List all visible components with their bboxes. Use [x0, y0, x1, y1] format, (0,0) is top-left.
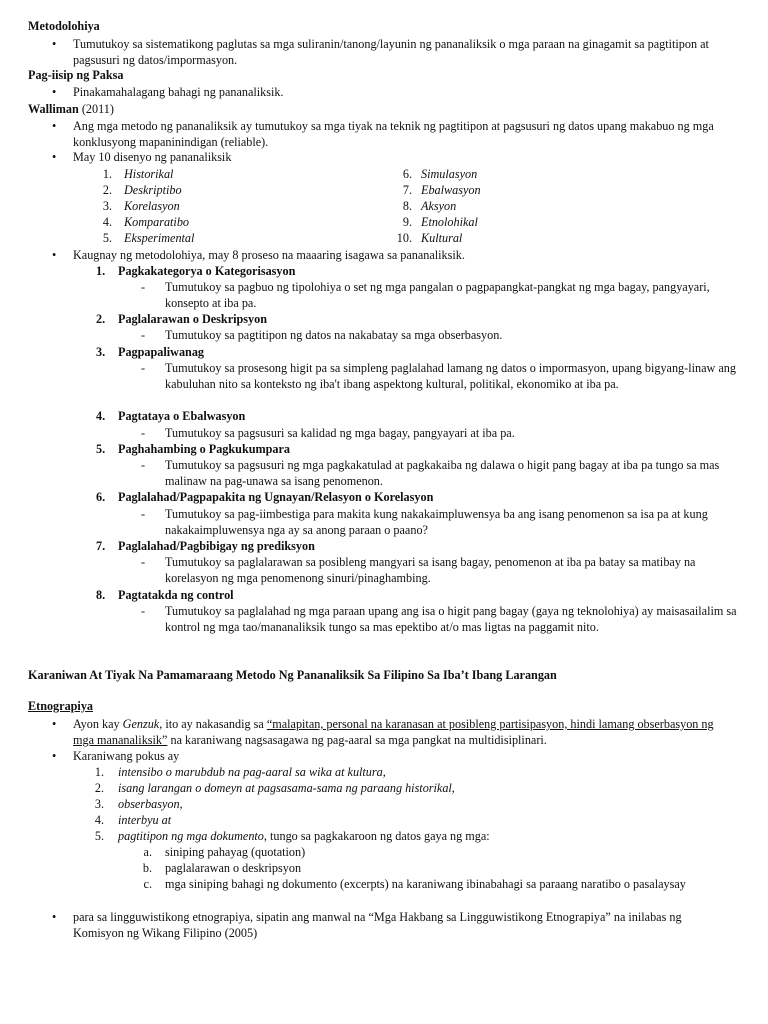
design-number: 5. — [102, 231, 112, 245]
walliman-disenyo-intro: May 10 disenyo ng pananaliksik — [73, 150, 232, 164]
dash-icon: - — [141, 280, 146, 294]
walliman-year: (2011) — [78, 102, 114, 116]
sub-letter: b. — [142, 861, 152, 875]
design-item: Ebalwasyon — [421, 183, 481, 197]
metodolohiya-definition: Tumutukoy sa sistematikong paglutas sa mga suliranin/tanong/layunin ng pananaliksik o mga paraan na ginagamit sa pagtitipon at pagsusuri ng datos/impormasyon. — [73, 37, 709, 67]
genzuk-quote: “malapitan, personal na karanasan at posibleng partisipasyon, hindi lamang obserbasyon ng mga mananaliksik” — [73, 717, 714, 747]
dash-icon: - — [141, 604, 146, 618]
proseso-desc: Tumutukoy sa pagsusuri sa kalidad ng mga bagay, pangyayari at iba pa. — [165, 426, 515, 440]
pokus-intro: Karaniwang pokus ay — [73, 749, 180, 763]
heading-walliman — [28, 101, 114, 117]
dokumento-rest: , tungo sa pagkakaroon ng datos gaya ng mga: — [263, 829, 490, 843]
focus-item: interbyu at — [118, 813, 172, 827]
design-item: Aksyon — [421, 199, 457, 213]
proseso-desc: Tumutukoy sa pagtitipon ng datos na nakabatay sa mga obserbasyon. — [165, 328, 503, 342]
bullet-icon: • — [52, 910, 57, 924]
dash-icon: - — [141, 458, 146, 472]
lingguwistiko-text: para sa lingguwistikong etnograpiya, sipatin ang manwal na “Mga Hakbang sa Lingguwistikong Etnograpiya” na inilabas ng Komisyon ng Wikang Filipino (2005) — [73, 910, 682, 940]
focus-item: isang larangan o domeyn at pagsasama-sama ng paraang historikal, — [118, 781, 455, 795]
bullet-icon: • — [52, 717, 57, 731]
focus-number: 2. — [94, 781, 104, 795]
proseso-desc: Tumutukoy sa prosesong higit pa sa simpleng paglalahad lamang ng datos o impormasyon, upang bigyang-linaw ang kabuluhan nito sa konteksto ng iba't ibang aspektong kultural, politikal, ekonomiko at iba pa. — [165, 361, 736, 391]
pagiisip-definition: Pinakamahalagang bahagi ng pananaliksik. — [73, 85, 284, 99]
dash-icon: - — [141, 361, 146, 375]
design-number: 7. — [402, 183, 412, 197]
bullet-icon: • — [52, 85, 57, 99]
proseso-title: Pagpapaliwanag — [118, 345, 205, 359]
genzuk-author: Genzuk — [122, 717, 160, 731]
heading-etnograpiya: Etnograpiya — [28, 699, 94, 713]
design-item: Deskriptibo — [124, 183, 182, 197]
etnograpiya-genzuk-text — [73, 716, 733, 748]
proseso-title: Pagkakategorya o Kategorisasyon — [118, 264, 296, 278]
heading-metodolohiya: Metodolohiya — [28, 19, 100, 33]
heading-pagiisip: Pag-iisip ng Paksa — [28, 68, 124, 82]
dash-icon: - — [141, 507, 146, 521]
proseso-number: 6. — [96, 490, 106, 504]
proseso-desc: Tumutukoy sa pag-iimbestiga para makita kung nakakaimpluwensya ba ang isang penomenon sa isa pa at kung nakakaimpluwensya nga ay sa anong paraan o paano? — [165, 507, 708, 537]
bullet-icon: • — [52, 749, 57, 763]
focus-number: 1. — [94, 765, 104, 779]
design-number: 8. — [402, 199, 412, 213]
focus-item-dokumento — [118, 828, 490, 844]
proseso-title: Pagtatakda ng control — [118, 588, 234, 602]
dash-icon: - — [141, 328, 146, 342]
design-item: Kultural — [421, 231, 463, 245]
bullet-icon: • — [52, 119, 57, 133]
walliman-metodo-text: Ang mga metodo ng pananaliksik ay tumutukoy sa mga tiyak na teknik ng pagtitipon at pagsusuri ng datos upang makabuo ng mga konklusyong mapaninindigan (reliable). — [73, 119, 714, 149]
design-item: Korelasyon — [124, 199, 180, 213]
design-item: Simulasyon — [421, 167, 478, 181]
bullet-icon: • — [52, 150, 57, 164]
proseso-number: 3. — [96, 345, 106, 359]
sub-item: mga siniping bahagi ng dokumento (excerpts) na karaniwang ibinabahagi sa paraang naratibo o pasalaysay — [165, 877, 686, 891]
design-number: 10. — [396, 231, 412, 245]
design-item: Historikal — [124, 167, 174, 181]
proseso-number: 1. — [96, 264, 106, 278]
walliman-name: Walliman — [28, 102, 79, 116]
design-number: 6. — [402, 167, 412, 181]
focus-item: obserbasyon, — [118, 797, 183, 811]
design-number: 4. — [102, 215, 112, 229]
design-item: Eksperimental — [124, 231, 195, 245]
design-item: Komparatibo — [124, 215, 190, 229]
design-number: 3. — [102, 199, 112, 213]
proseso-number: 5. — [96, 442, 106, 456]
bullet-icon: • — [52, 37, 57, 51]
design-number: 1. — [102, 167, 112, 181]
focus-number: 5. — [94, 829, 104, 843]
bullet-icon: • — [52, 248, 57, 262]
proseso-desc: Tumutukoy sa pagbuo ng tipolohiya o set ng mga pangalan o pagpapangkat-pangkat ng mga bagay, pangyayari, konsepto at iba pa. — [165, 280, 710, 310]
proseso-title: Pagtataya o Ebalwasyon — [118, 409, 246, 423]
dash-icon: - — [141, 555, 146, 569]
sub-item: paglalarawan o deskripsyon — [165, 861, 302, 875]
heading-karaniwan: Karaniwan At Tiyak Na Pamamaraang Metodo Ng Pananaliksik Sa Filipino Sa Iba’t Ibang Larangan — [28, 668, 557, 682]
proseso-number: 4. — [96, 409, 106, 423]
sub-letter: c. — [143, 877, 152, 891]
proseso-desc: Tumutukoy sa pagsusuri ng mga pagkakatulad at pagkakaiba ng dalawa o higit pang bagay at iba pa tungo sa mas malinaw na pag-unawa sa isang penomenon. — [165, 458, 720, 488]
proseso-number: 7. — [96, 539, 106, 553]
design-number: 2. — [102, 183, 112, 197]
focus-number: 4. — [94, 813, 104, 827]
proseso-number: 2. — [96, 312, 106, 326]
sub-letter: a. — [143, 845, 152, 859]
proseso-desc: Tumutukoy sa paglalarawan sa posibleng mangyari sa isang bagay, penomenon at iba pa batay sa matibay na korelasyon ng mga penomenong sinuri/pinaghambing. — [165, 555, 696, 585]
walliman-proseso-intro: Kaugnay ng metodolohiya, may 8 proseso na maaaring isagawa sa pananaliksik. — [73, 248, 465, 262]
proseso-title: Paghahambing o Pagkukumpara — [118, 442, 291, 456]
genzuk-pre: Ayon kay — [73, 717, 123, 731]
genzuk-post: na karaniwang nagsasagawa ng pag-aaral sa mga pangkat na multidisiplinari. — [167, 733, 547, 747]
sub-item: siniping pahayag (quotation) — [165, 845, 306, 859]
design-item: Etnolohikal — [421, 215, 478, 229]
dokumento-italic: pagtitipon ng mga dokumento — [118, 829, 264, 843]
focus-number: 3. — [94, 797, 104, 811]
proseso-title: Paglalahad/Pagpapakita ng Ugnayan/Relasyon o Korelasyon — [118, 490, 434, 504]
proseso-title: Paglalarawan o Deskripsyon — [118, 312, 267, 326]
proseso-desc: Tumutukoy sa paglalahad ng mga paraan upang ang isa o higit pang bagay (gaya ng teknolohiya) ay maisasailalim sa kontrol ng mga tao/mananaliksik tungo sa mas epektibo at/o mas ligtas na paggamit nito. — [165, 604, 737, 634]
design-number: 9. — [402, 215, 412, 229]
genzuk-mid: , ito ay nakasandig sa — [159, 717, 267, 731]
proseso-number: 8. — [96, 588, 106, 602]
focus-item: intensibo o marubdub na pag-aaral sa wika at kultura, — [118, 765, 386, 779]
proseso-title: Paglalahad/Pagbibigay ng prediksyon — [118, 539, 315, 553]
dash-icon: - — [141, 426, 146, 440]
